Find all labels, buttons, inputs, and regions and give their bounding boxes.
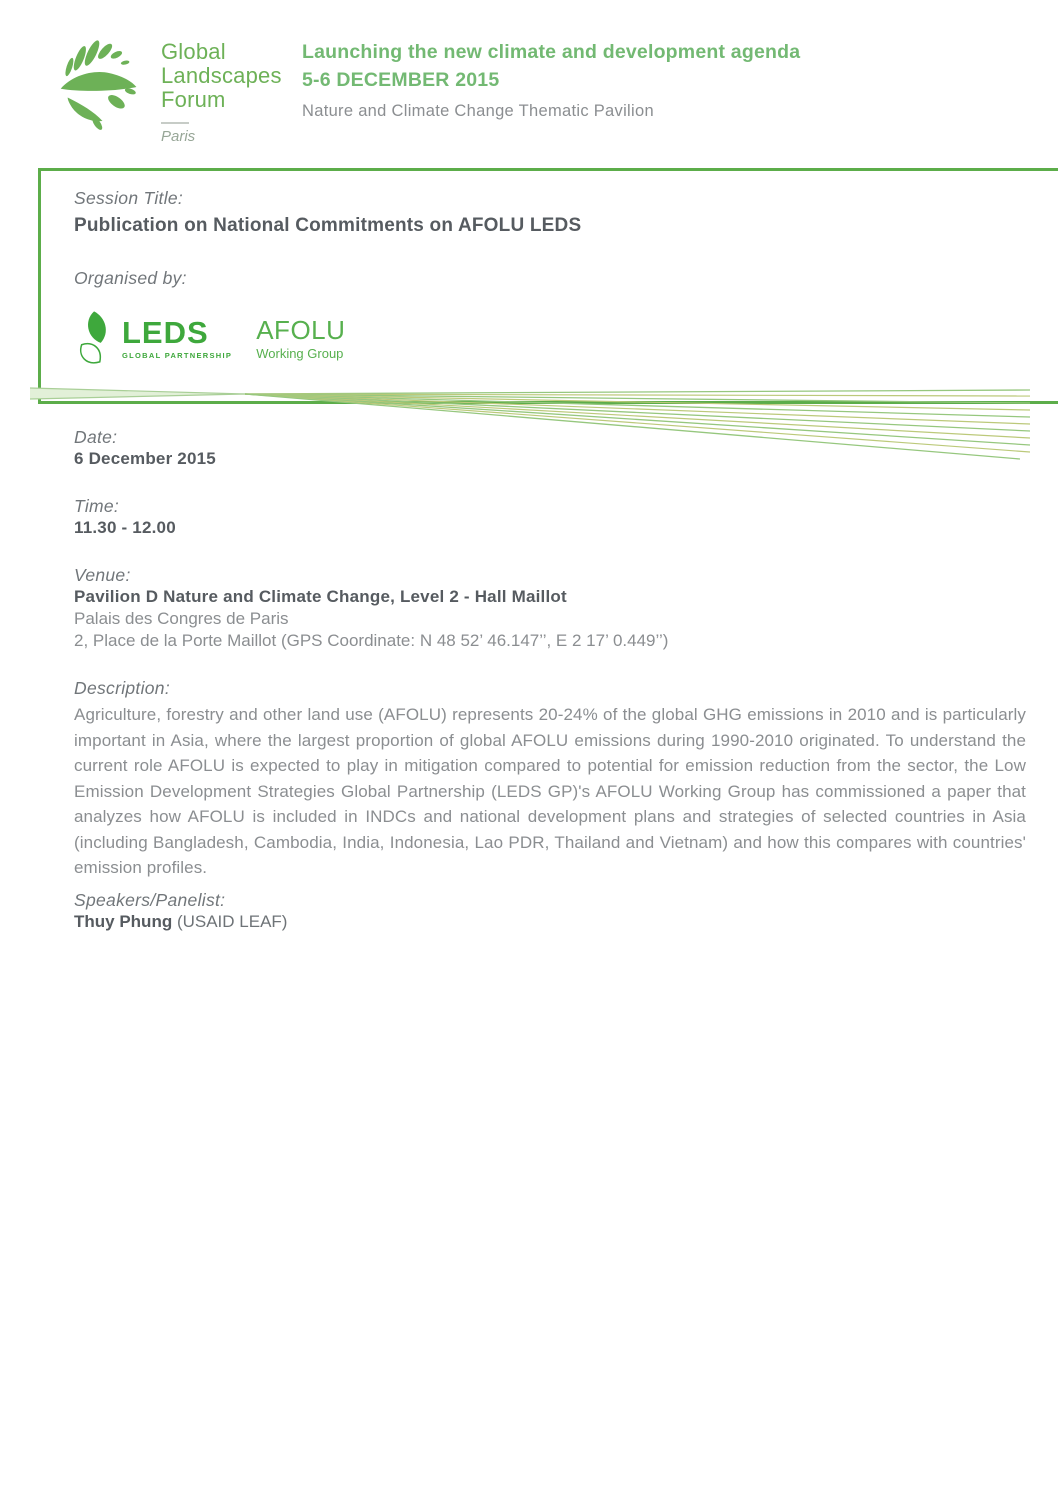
glf-paris-label: Paris bbox=[161, 128, 196, 145]
session-box bbox=[38, 168, 1058, 404]
leds-logo-tagline: GLOBAL PARTNERSHIP bbox=[122, 351, 233, 360]
glf-word-global: Global bbox=[161, 39, 226, 64]
time-value: 11.30 - 12.00 bbox=[74, 518, 176, 537]
description-section bbox=[74, 677, 1026, 881]
organised-by-label: Organised by: bbox=[74, 268, 187, 288]
event-title-line1: Launching the new climate and development agenda bbox=[302, 41, 801, 63]
afolu-logo bbox=[256, 317, 345, 361]
speaker-affiliation: (USAID LEAF) bbox=[172, 911, 288, 931]
speakers-label: Speakers/Panelist: bbox=[74, 889, 226, 910]
organiser-logos bbox=[74, 309, 1058, 369]
leds-logo bbox=[122, 315, 233, 360]
description-label: Description: bbox=[74, 678, 170, 698]
venue-label: Venue: bbox=[74, 565, 131, 585]
afolu-logo-subname: Working Group bbox=[256, 346, 344, 361]
event-header bbox=[302, 38, 800, 121]
speaker-name: Thuy Phung bbox=[74, 911, 173, 931]
time-label: Time: bbox=[74, 496, 120, 516]
date-value: 6 December 2015 bbox=[74, 449, 216, 468]
logo-divider bbox=[161, 122, 189, 124]
date-section bbox=[74, 426, 1026, 470]
time-section bbox=[74, 495, 1026, 539]
event-subtitle: Nature and Climate Change Thematic Pavilion bbox=[302, 102, 654, 120]
glf-word-landscapes: Landscapes bbox=[161, 63, 282, 88]
venue-building: Palais des Congres de Paris bbox=[74, 609, 289, 628]
leds-leaf-icon bbox=[74, 309, 116, 369]
session-title: Publication on National Commitments on AFOLU LEDS bbox=[74, 215, 582, 236]
event-title-line2: 5-6 DECEMBER 2015 bbox=[302, 69, 500, 91]
description-text: Agriculture, forestry and other land use (AFOLU) represents 20-24% of the global GHG emissions in 2010 and is particularly important in Asia, where the largest proportion of global AFOLU emissions during 1990-2010 originated. To understand the current role AFOLU is expected to play in mitigation compared to potential for emission reduction from the sector, the Low Emission Development Strategies Global Partnership (LEDS GP)'s AFOLU Working Group has commissioned a paper that analyzes how AFOLU is included in INDCs and national development plans and strategies of selected countries in Asia (including Bangladesh, Cambodia, India, Indonesia, Lao PDR, Thailand and Vietnam) and how this compares with countries' emission profiles. bbox=[74, 705, 1026, 877]
date-label: Date: bbox=[74, 427, 118, 447]
glf-word-forum: Forum bbox=[161, 87, 226, 112]
glf-leaf-globe-icon bbox=[53, 40, 145, 134]
afolu-logo-name: AFOLU bbox=[256, 315, 346, 345]
session-details bbox=[74, 426, 1026, 958]
glf-logo-wordmark bbox=[161, 40, 282, 145]
glf-logo bbox=[53, 40, 282, 145]
session-title-label: Session Title: bbox=[74, 188, 184, 208]
venue-address: 2, Place de la Porte Maillot (GPS Coordinate: N 48 52’ 46.147’’, E 2 17’ 0.449’’) bbox=[74, 631, 669, 650]
speakers-section bbox=[74, 889, 1026, 933]
speaker-entry bbox=[74, 911, 1026, 933]
venue-name: Pavilion D Nature and Climate Change, Level 2 - Hall Maillot bbox=[74, 587, 567, 606]
leds-logo-name: LEDS bbox=[122, 315, 209, 350]
venue-section bbox=[74, 564, 1026, 652]
